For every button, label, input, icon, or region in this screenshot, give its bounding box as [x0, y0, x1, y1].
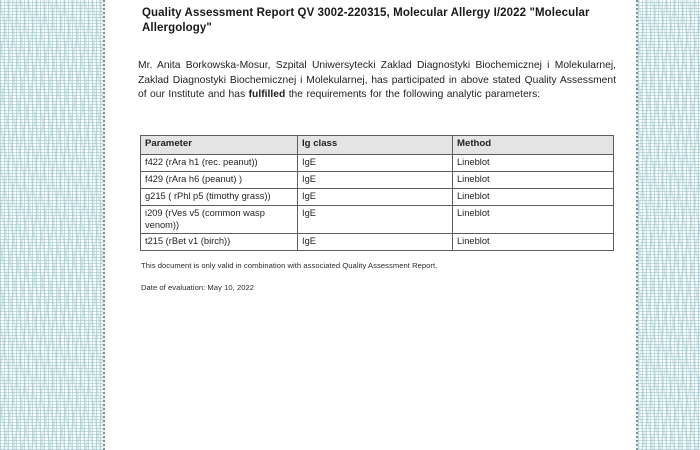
- table-row: [141, 189, 614, 206]
- cell-parameter: f422 (rAra h1 (rec. peanut)): [141, 155, 298, 172]
- body-text-part-2: the requirements for the following analytic parameters:: [285, 89, 541, 101]
- table-row: [141, 155, 614, 172]
- cell-method: Lineblot: [453, 189, 614, 206]
- cell-ig-class: IgE: [298, 206, 453, 234]
- validity-note: This document is only valid in combination with associated Quality Assessment Report.: [141, 261, 438, 270]
- column-header-method: Method: [453, 136, 614, 155]
- cell-method: Lineblot: [453, 234, 614, 251]
- cell-parameter: f429 (rAra h6 (peanut) ): [141, 172, 298, 189]
- table-header-row: [141, 136, 614, 155]
- cell-parameter: t215 (rBet v1 (birch)): [141, 234, 298, 251]
- cell-ig-class: IgE: [298, 189, 453, 206]
- evaluation-date: Date of evaluation: May 10, 2022: [141, 283, 255, 292]
- cell-ig-class: IgE: [298, 172, 453, 189]
- body-text-part-1: Mr. Anita Borkowska-Mosur, Szpital Uniwersytecki Zaklad Diagnostyki Biochemicznej i Molekularnej, Zaklad Diagnostyki Biochemicznej i Molekularnej, has participated in above stated Quality Assessment of our Institute and has: [138, 60, 616, 101]
- cell-ig-class: IgE: [298, 234, 453, 251]
- security-pattern-right: [638, 0, 700, 450]
- document-body-paragraph: [138, 59, 616, 103]
- cell-parameter: i209 (rVes v5 (common wasp venom)): [141, 206, 298, 234]
- column-header-parameter: Parameter: [141, 136, 298, 155]
- column-header-ig-class: Ig class: [298, 136, 453, 155]
- table-row: [141, 206, 614, 234]
- table-row: [141, 172, 614, 189]
- cell-method: Lineblot: [453, 155, 614, 172]
- table-row: [141, 234, 614, 251]
- cell-method: Lineblot: [453, 206, 614, 234]
- parameters-table: [140, 135, 614, 251]
- cell-ig-class: IgE: [298, 155, 453, 172]
- cell-parameter: g215 ( rPhl p5 (timothy grass)): [141, 189, 298, 206]
- body-text-fulfilled: fulfilled: [248, 89, 286, 101]
- document-title: Quality Assessment Report QV 3002-220315, Molecular Allergy I/2022 "Molecular Allergology": [142, 7, 590, 34]
- security-pattern-left: [0, 0, 104, 450]
- cell-method: Lineblot: [453, 172, 614, 189]
- document-sheet: [105, 0, 636, 450]
